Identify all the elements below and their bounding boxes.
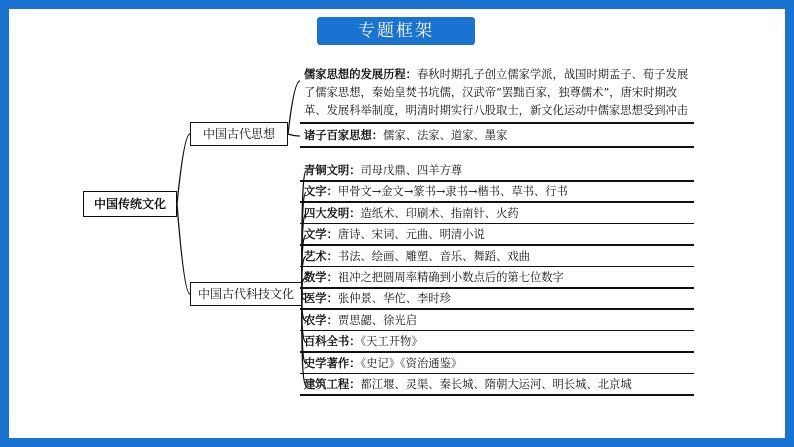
item-line: 春秋时期孔子创立儒家学派，战国时期孟子、荀子发展 xyxy=(416,68,689,81)
separator xyxy=(300,330,694,332)
item-text: 书法、绘画、雕塑、音乐、舞蹈、戏曲 xyxy=(337,249,530,263)
separator xyxy=(300,223,694,225)
connector-b1-item2 xyxy=(288,134,300,136)
item-label: 诸子百家思想： xyxy=(304,129,384,142)
separator xyxy=(300,308,694,310)
slide-title: 专题框架 xyxy=(317,17,475,45)
item-line: 了儒家思想，秦始皇焚书坑儒，汉武帝“罢黜百家，独尊儒术”，唐宋时期改 xyxy=(304,86,678,99)
item-label: 四大发明： xyxy=(304,206,361,220)
item-science-1 xyxy=(300,182,694,201)
separator xyxy=(300,287,694,289)
item-line: 革、发展科举制度，明清时期实行八股取士，新文化运动中儒家思想受到冲击 xyxy=(304,104,689,117)
item-confucian-history xyxy=(300,66,694,120)
branch-ancient-thought: 中国古代思想 xyxy=(190,122,288,146)
item-label: 农学： xyxy=(304,313,338,327)
item-text: 儒家、法家、道家、墨家 xyxy=(383,129,508,142)
item-science-10 xyxy=(300,375,694,394)
separator xyxy=(300,180,694,182)
item-label: 文学： xyxy=(304,228,338,242)
item-text: 造纸术、印刷术、指南针、火药 xyxy=(360,206,519,220)
item-label: 艺术： xyxy=(304,249,338,263)
item-text: 司母戊鼎、四羊方尊 xyxy=(360,164,463,177)
item-text: 都江堰、灵渠、秦长城、隋朝大运河、明长城、北京城 xyxy=(360,378,632,391)
item-science-5 xyxy=(300,268,694,287)
separator xyxy=(300,244,694,246)
separator xyxy=(300,266,694,268)
separator xyxy=(300,373,694,375)
item-label: 儒家思想的发展历程： xyxy=(304,68,417,81)
item-text: 《史记》《资治通鉴》 xyxy=(360,356,463,370)
item-text: 《天工开物》 xyxy=(360,335,423,349)
connector-b1-item1 xyxy=(288,81,300,134)
item-label: 数学： xyxy=(304,271,338,284)
slide xyxy=(9,9,785,438)
item-science-8 xyxy=(300,332,694,351)
connector-root-b2 xyxy=(177,204,190,294)
item-science-6 xyxy=(300,289,694,308)
item-label: 百科全书： xyxy=(304,335,361,349)
separator xyxy=(300,201,694,203)
item-science-4 xyxy=(300,247,694,266)
separator xyxy=(300,394,694,396)
separator xyxy=(300,122,694,124)
branch-ancient-science: 中国古代科技文化 xyxy=(190,282,302,306)
item-label: 文字： xyxy=(304,185,338,199)
item-science-2 xyxy=(300,204,694,223)
item-hundred-schools xyxy=(300,126,694,145)
item-label: 史学著作： xyxy=(304,356,361,370)
item-label: 青铜文明： xyxy=(304,164,361,177)
item-text: 张仲景、华佗、李时珍 xyxy=(337,292,451,306)
item-label: 建筑工程： xyxy=(304,378,361,391)
item-science-0 xyxy=(300,161,694,180)
root-node: 中国传统文化 xyxy=(83,191,177,217)
item-science-3 xyxy=(300,225,694,244)
item-text: 甲骨文→金文→篆书→隶书→楷书、草书、行书 xyxy=(337,185,568,199)
connector-root-b1 xyxy=(177,134,190,204)
item-text: 贾思勰、徐光启 xyxy=(337,313,417,327)
item-label: 医学： xyxy=(304,292,338,306)
item-text: 祖冲之把圆周率精确到小数点后的第七位数字 xyxy=(337,271,564,284)
item-science-9 xyxy=(300,354,694,373)
separator xyxy=(300,351,694,353)
item-text: 唐诗、宋词、元曲、明清小说 xyxy=(337,228,485,242)
item-science-7 xyxy=(300,311,694,330)
separator xyxy=(300,146,694,148)
